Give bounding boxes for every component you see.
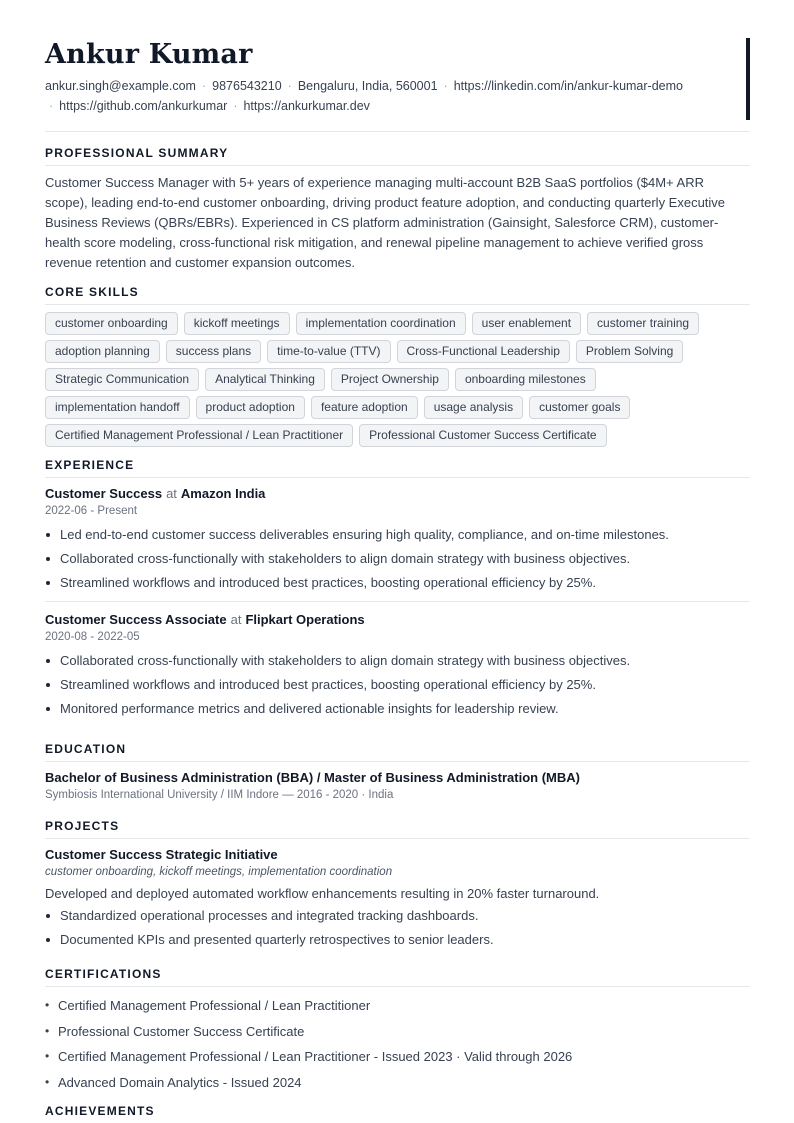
- separator: ·: [49, 99, 54, 113]
- skill-chip: Analytical Thinking: [205, 368, 325, 391]
- job-bullet: Monitored performance metrics and delivered actionable insights for leadership review.: [45, 697, 750, 721]
- phone-text: 9876543210: [212, 79, 282, 93]
- linkedin-link[interactable]: https://linkedin.com/in/ankur-kumar-demo: [453, 79, 683, 93]
- contact-info: [45, 76, 735, 116]
- skill-chip: product adoption: [196, 396, 305, 419]
- project-bullet: Documented KPIs and presented quarterly retrospectives to senior leaders.: [45, 928, 750, 952]
- header-accent-bar: [746, 38, 750, 120]
- skill-chip: feature adoption: [311, 396, 418, 419]
- at-word: at: [166, 486, 177, 501]
- job-bullet: Streamlined workflows and introduced best practices, boosting operational efficiency by 25%.: [45, 673, 750, 697]
- candidate-name: Ankur Kumar: [45, 39, 253, 70]
- section-title: CERTIFICATIONS: [45, 967, 750, 987]
- job-bullet: Collaborated cross-functionally with stakeholders to align domain strategy with business objectives.: [45, 547, 750, 571]
- job-role: Customer Success Associate: [45, 612, 227, 627]
- skill-chip: customer goals: [529, 396, 630, 419]
- certification-item: • Certified Management Professional / Lean Practitioner: [45, 993, 750, 1019]
- certifications-section: [45, 967, 750, 1095]
- education-degree: Bachelor of Business Administration (BBA) / Master of Business Administration (MBA): [45, 770, 580, 785]
- summary-text: Customer Success Manager with 5+ years of experience managing multi-account B2B SaaS portfolios ($4M+ ARR scope), leading end-to-end customer onboarding, driving product feature adoption, and conducting quarterly Executive Business Reviews (QBRs/EBRs). Experienced in CS platform administration (Gainsight, Salesforce CRM), customer-health score modeling, cross-functional risk mitigation, and renewal pipeline management to achieve verified gross revenue retention and customer expansion outcomes.: [45, 175, 726, 270]
- separator: ·: [233, 99, 238, 113]
- skill-chip: Cross-Functional Leadership: [397, 340, 570, 363]
- summary-section: [45, 146, 750, 273]
- skill-chip: customer onboarding: [45, 312, 178, 335]
- job-dates: 2020-08 - 2022-05: [45, 631, 140, 643]
- skill-chip: onboarding milestones: [455, 368, 596, 391]
- website-link[interactable]: https://ankurkumar.dev: [243, 99, 370, 113]
- resume-header: [45, 0, 750, 132]
- projects-section: [45, 819, 750, 952]
- job-bullet: Led end-to-end customer success deliverables ensuring high quality, compliance, and on-time milestones.: [45, 523, 750, 547]
- skill-chip: Problem Solving: [576, 340, 683, 363]
- education-section: [45, 742, 750, 803]
- section-title: PROFESSIONAL SUMMARY: [45, 146, 750, 166]
- job-entry: [45, 611, 750, 721]
- certification-item: • Certified Management Professional / Lean Practitioner - Issued 2023 · Valid through 2026: [45, 1044, 750, 1070]
- education-meta: Symbiosis International University / IIM Indore — 2016 - 2020 · India: [45, 789, 394, 801]
- job-entry: [45, 485, 750, 602]
- separator: ·: [443, 79, 448, 93]
- project-bullet: Standardized operational processes and integrated tracking dashboards.: [45, 904, 750, 928]
- skill-chip: kickoff meetings: [184, 312, 290, 335]
- skill-chip: Strategic Communication: [45, 368, 199, 391]
- job-bullets: [45, 523, 750, 595]
- certification-list: [45, 993, 750, 1095]
- skill-chip: user enablement: [472, 312, 581, 335]
- job-divider: [45, 601, 750, 602]
- section-title: EDUCATION: [45, 742, 750, 762]
- section-title: PROJECTS: [45, 819, 750, 839]
- achievements-section: [45, 1104, 750, 1123]
- at-word: at: [230, 612, 242, 627]
- separator: ·: [201, 79, 207, 93]
- skill-chip: adoption planning: [45, 340, 160, 363]
- job-dates: 2022-06 - Present: [45, 505, 138, 517]
- skills-section: [45, 285, 750, 447]
- job-bullet: Streamlined workflows and introduced best practices, boosting operational efficiency by 25%.: [45, 571, 750, 595]
- skill-chip: Professional Customer Success Certificate: [359, 424, 606, 447]
- section-title: CORE SKILLS: [45, 285, 750, 305]
- skill-chip-list: [45, 312, 745, 447]
- separator: ·: [287, 79, 292, 93]
- github-link[interactable]: https://github.com/ankurkumar: [59, 99, 228, 113]
- job-bullets: [45, 649, 750, 721]
- skill-chip: usage analysis: [424, 396, 523, 419]
- project-description: Developed and deployed automated workflow enhancements resulting in 20% faster turnaround.: [45, 886, 600, 901]
- job-company: Flipkart Operations: [245, 612, 365, 627]
- project-tags: customer onboarding, kickoff meetings, implementation coordination: [45, 866, 393, 878]
- skill-chip: Project Ownership: [331, 368, 449, 391]
- section-title: ACHIEVEMENTS: [45, 1104, 155, 1118]
- skill-chip: customer training: [587, 312, 699, 335]
- skill-chip: implementation handoff: [45, 396, 190, 419]
- skill-chip: time-to-value (TTV): [267, 340, 390, 363]
- job-bullet: Collaborated cross-functionally with stakeholders to align domain strategy with business objectives.: [45, 649, 750, 673]
- section-title: EXPERIENCE: [45, 458, 750, 478]
- skill-chip: implementation coordination: [296, 312, 466, 335]
- skill-chip: success plans: [166, 340, 261, 363]
- job-title: [45, 611, 750, 629]
- skill-chip: Certified Management Professional / Lean Practitioner: [45, 424, 353, 447]
- certification-item: • Advanced Domain Analytics - Issued 2024: [45, 1070, 750, 1096]
- certification-item: • Professional Customer Success Certificate: [45, 1019, 750, 1045]
- project-name: Customer Success Strategic Initiative: [45, 847, 278, 862]
- location-text: Bengaluru, India, 560001: [297, 79, 438, 93]
- experience-section: [45, 458, 750, 721]
- job-role: Customer Success: [45, 486, 163, 501]
- resume-page: [45, 0, 750, 1118]
- project-bullets: [45, 904, 750, 952]
- job-title: [45, 485, 750, 503]
- email-link[interactable]: ankur.singh@example.com: [45, 79, 196, 93]
- job-company: Amazon India: [180, 486, 266, 501]
